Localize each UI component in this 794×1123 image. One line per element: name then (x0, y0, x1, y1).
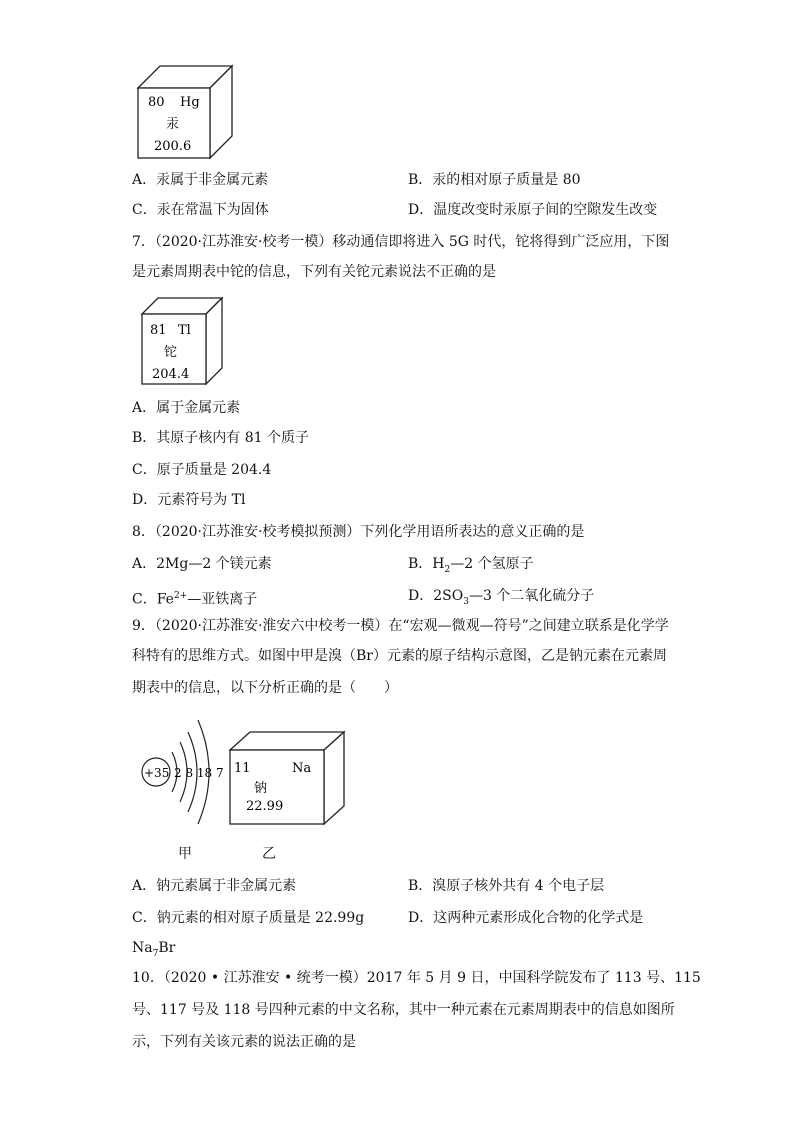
hg-element-box (136, 64, 236, 160)
q9-option-d: D．这两种元素形成化合物的化学式是 (408, 910, 644, 926)
q8-option-c-suffix: —亚铁离子 (187, 591, 258, 608)
hg-atomic-number: 80 (148, 95, 165, 110)
q10-stem-line3: 示，下列有关该元素的说法正确的是 (132, 1034, 356, 1050)
hg-symbol: Hg (180, 95, 200, 110)
q7-option-a: A．属于金属元素 (132, 400, 241, 416)
q9-stem-line3: 期表中的信息，以下分析正确的是（ ） (132, 680, 398, 696)
q8-option-b-subscript: 2 (444, 564, 451, 575)
na-symbol: Na (292, 761, 312, 776)
q6-option-c: C．汞在常温下为固体 (132, 202, 269, 218)
tl-element-box (140, 296, 224, 386)
q9-option-d-continued (132, 938, 175, 964)
q8-option-d-suffix: —3 个二氧化硫分子 (468, 588, 595, 604)
q8-option-c-prefix: C．Fe (132, 591, 174, 608)
q9-label-jia: 甲 (178, 846, 192, 862)
hg-mass: 200.6 (154, 139, 192, 154)
q10-stem-line1: 10．（2020 • 江苏淮安 • 统考一模）2017 年 5 月 9 日，中国科学院发布了 113 号、115 (132, 970, 701, 986)
q9-formula-prefix: Na (132, 940, 153, 956)
tl-symbol: Tl (178, 323, 191, 338)
q7-stem-line1: 7．（2020·江苏淮安·校考一模）移动通信即将进入 5G 时代，铊将得到广泛应用，下图 (132, 234, 670, 250)
q8-option-d (408, 586, 594, 612)
bromine-electron-shells: 2 8 18 7 (174, 766, 224, 780)
q8-stem: 8．（2020·江苏淮安·校考模拟预测）下列化学用语所表达的意义正确的是 (132, 524, 585, 540)
na-mass: 22.99 (246, 799, 284, 814)
q6-option-d: D．温度改变时汞原子间的空隙发生改变 (408, 202, 658, 218)
tl-atomic-number: 81 (150, 323, 167, 338)
q8-option-d-prefix: D．2SO (408, 588, 464, 604)
q6-option-a: A．汞属于非金属元素 (132, 172, 269, 188)
q8-option-b-suffix: —2 个氢原子 (450, 556, 534, 572)
q7-option-d: D．元素符号为 Tl (132, 492, 246, 508)
q8-option-b (408, 554, 534, 580)
q7-stem-line2: 是元素周期表中铊的信息，下列有关铊元素说法不正确的是 (132, 264, 496, 280)
na-element-box (228, 730, 346, 826)
q9-formula-suffix: Br (158, 940, 176, 956)
q8-option-a: A．2Mg—2 个镁元素 (132, 556, 272, 572)
q9-option-c: C．钠元素的相对原子质量是 22.99g (132, 910, 365, 926)
q7-option-b: B．其原子核内有 81 个质子 (132, 430, 310, 446)
q6-option-b: B．汞的相对原子质量是 80 (408, 172, 581, 188)
q9-formula-subscript: 7 (152, 948, 159, 959)
bromine-atom-diagram (138, 710, 230, 838)
tl-mass: 204.4 (152, 367, 190, 382)
hg-name: 汞 (166, 117, 180, 132)
q9-option-b: B．溴原子核外共有 4 个电子层 (408, 878, 605, 894)
q10-stem-line2: 号、117 号及 118 号四种元素的中文名称，其中一种元素在元素周期表中的信息如图所 (132, 1002, 675, 1018)
bromine-nucleus-charge: +35 (144, 766, 170, 780)
tl-name: 铊 (164, 345, 178, 360)
q8-option-d-subscript: 3 (463, 596, 469, 607)
q9-option-a: A．钠元素属于非金属元素 (132, 878, 297, 894)
na-name: 钠 (254, 781, 268, 796)
q8-option-c (132, 586, 257, 610)
na-atomic-number: 11 (234, 761, 251, 776)
q9-stem-line2: 科特有的思维方式。如图中甲是溴（Br）元素的原子结构示意图，乙是钠元素在元素周 (132, 648, 667, 664)
q7-option-c: C．原子质量是 204.4 (132, 462, 272, 478)
q9-label-yi: 乙 (262, 846, 276, 862)
q8-option-b-prefix: B．H (408, 556, 445, 572)
q9-stem-line1: 9．（2020·江苏淮安·淮安六中校考一模）在“宏观—微观—符号”之间建立联系是化学学 (132, 618, 669, 634)
q8-option-c-superscript: 2+ (173, 591, 188, 601)
